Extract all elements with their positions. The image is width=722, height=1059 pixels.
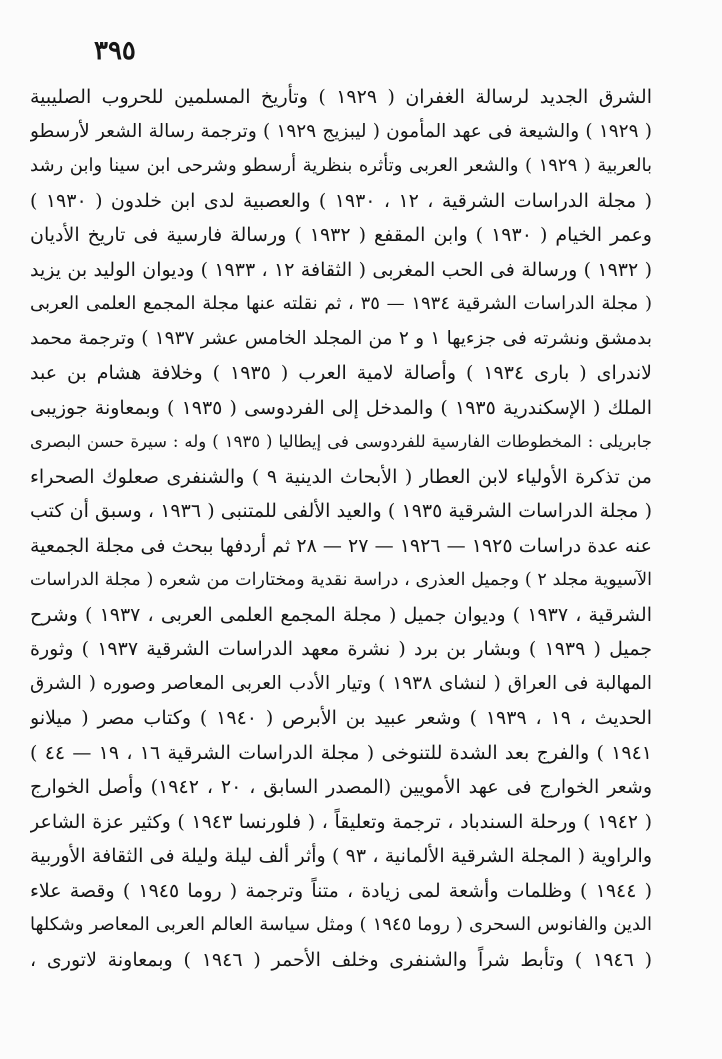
text-line: الملك ( الإسكندرية ١٩٣٥ ) والمدخل إلى الفردوسى ( ١٩٣٥ ) وبمعاونة جوزيبى — [30, 396, 652, 419]
text-line: ( ١٩٤٢ ) ورحلة السندباد ، ترجمة وتعليقاً ، ( فلورنسا ١٩٤٣ ) وكثير عزة الشاعر — [30, 810, 652, 833]
text-line: الشرق الجديد لرسالة الغفران ( ١٩٢٩ ) وتأريخ المسلمين للحروب الصليبية — [30, 86, 652, 108]
text-line: ( مجلة الدراسات الشرقية ١٩٣٤ — ٣٥ ، ثم نقلته عنها مجلة المجمع العلمى العربى — [30, 293, 652, 314]
text-line: وشعر الخوارج فى عهد الأمويين (المصدر السابق ، ٢٠ ، ١٩٤٢) وأصل الخوارج — [30, 776, 652, 798]
text-line: الحديث ، ١٩ ، ١٩٣٩ ) وشعر عبيد بن الأبرص ( ١٩٤٠ ) وكتاب مصر ( ميلانو — [30, 707, 652, 729]
text-line: ( مجلة الدراسات الشرقية ١٩٣٥ ) والعيد الألفى للمتنبى ( ١٩٣٦ ، وسبق أن كتب — [30, 500, 652, 522]
text-line: جابريلى : المخطوطات الفارسية للفردوسى فى إيطاليا ( ١٩٣٥ ) وله : سيرة حسن البصرى — [30, 432, 652, 451]
text-line: ( ١٩٣٢ ) ورسالة فى الحب المغربى ( الثقافة ١٢ ، ١٩٣٣ ) وديوان الوليد بن يزيد — [30, 258, 652, 281]
text-line: ( مجلة الدراسات الشرقية ، ١٢ ، ١٩٣٠ ) والعصبية لدى ابن خلدون ( ١٩٣٠ ) — [30, 189, 652, 212]
text-line: ١٩٤١ ) والفرج بعد الشدة للتنوخى ( مجلة الدراسات الشرقية ١٦ ، ١٩ — ٤٤ ) — [30, 741, 652, 764]
text-line: من تذكرة الأولياء لابن العطار ( الأبحاث الدينية ٩ ) والشنفرى صعلوك الصحراء — [30, 465, 652, 488]
text-line: جميل ( ١٩٣٩ ) وبشار بن برد ( نشرة معهد الدراسات الشرقية ١٩٣٧ ) وثورة — [30, 638, 652, 660]
text-line: الدين والفانوس السحرى ( روما ١٩٤٥ ) ومثل سياسة العالم العربى المعاصر وشكلها — [30, 914, 652, 935]
page-number: ٣٩٥ — [94, 36, 136, 66]
text-line: وعمر الخيام ( ١٩٣٠ ) وابن المقفع ( ١٩٣٢ ) ورسالة فارسية فى تاريخ الأديان — [30, 224, 652, 246]
text-line: الآسيوية مجلد ٢ ) وجميل العذرى ، دراسة نقدية ومختارات من شعره ( مجلة الدراسات — [30, 570, 652, 590]
body-text — [30, 80, 652, 977]
text-line: بدمشق ونشرته فى جزءيها ١ و ٢ من المجلد الخامس عشر ١٩٣٧ ) وترجمة محمد — [30, 327, 652, 349]
text-line: ( ١٩٤٤ ) وظلمات وأشعة لمى زيادة ، متناً وترجمة ( روما ١٩٤٥ ) وقصة علاء — [30, 879, 652, 902]
text-line: والراوية ( المجلة الشرقية الألمانية ، ٩٣ ) وأثر ألف ليلة وليلة فى الثقافة الأوربية — [30, 845, 652, 867]
text-line: بالعربية ( ١٩٢٩ ) والشعر العربى وتأثره بنظرية أرسطو وشرحى ابن سينا وابن رشد — [30, 155, 652, 176]
text-line: الشرقية ، ١٩٣٧ ) وديوان جميل ( مجلة المجمع العلمى العربى ، ١٩٣٧ ) وشرح — [30, 603, 652, 626]
text-line: عنه عدة دراسات ١٩٢٥ — ١٩٢٦ — ٢٧ — ٢٨ ثم أردفها ببحث فى مجلة الجمعية — [30, 534, 652, 557]
text-line: لاندراى ( بارى ١٩٣٤ ) وأصالة لامية العرب ( ١٩٣٥ ) وخلافة هشام بن عبد — [30, 362, 652, 384]
text-line: ( ١٩٢٩ ) والشيعة فى عهد المأمون ( ليبزيج ١٩٢٩ ) وترجمة رسالة الشعر لأرسطو — [30, 120, 652, 142]
text-line: ( ١٩٤٦ ) وتأبط شراً والشنفرى وخلف الأحمر ( ١٩٤٦ ) وبمعاونة لاتورى ، — [30, 948, 652, 971]
text-line: المهالبة فى العراق ( لنشاى ١٩٣٨ ) وتيار الأدب العربى المعاصر وصوره ( الشرق — [30, 672, 652, 694]
